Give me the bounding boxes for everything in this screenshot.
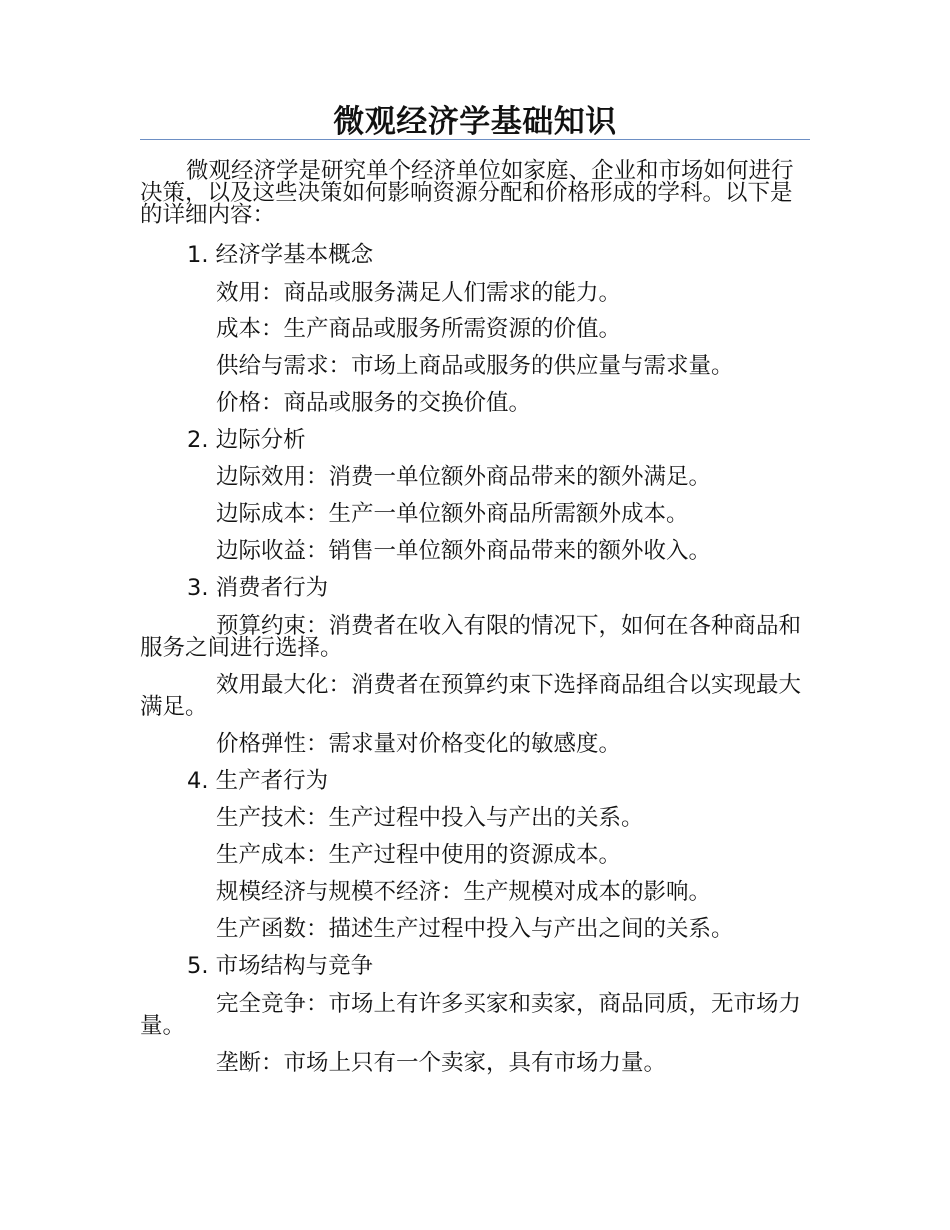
list-item: 规模经济与规模不经济：生产规模对成本的影响。: [216, 879, 712, 905]
section-heading-5: 5. 市场结构与竞争: [187, 953, 374, 979]
list-item: 生产成本：生产过程中使用的资源成本。: [216, 842, 622, 868]
list-item: 边际收益：销售一单位额外商品带来的额外收入。: [216, 538, 712, 564]
list-item: 预算约束：消费者在收入有限的情况下，如何在各种商品和服务之间进行选择。: [140, 613, 802, 661]
section-heading-1: 1. 经济学基本概念: [187, 242, 374, 268]
title-underline: [140, 139, 810, 140]
page-title: 微观经济学基础知识: [333, 104, 617, 140]
list-item: 生产函数：描述生产过程中投入与产出之间的关系。: [216, 916, 734, 942]
list-item: 完全竞争：市场上有许多买家和卖家，商品同质，无市场力量。: [140, 991, 802, 1039]
intro-paragraph: 微观经济学是研究单个经济单位如家庭、企业和市场如何进行决策，以及这些决策如何影响资源分配和价格形成的学科。以下是的详细内容：: [140, 158, 794, 228]
section-heading-2: 2. 边际分析: [187, 427, 306, 453]
list-item: 生产技术：生产过程中投入与产出的关系。: [216, 805, 644, 831]
list-item: 成本：生产商品或服务所需资源的价值。: [216, 316, 622, 342]
section-heading-3: 3. 消费者行为: [187, 575, 329, 601]
list-item: 价格：商品或服务的交换价值。: [216, 390, 532, 416]
list-item: 供给与需求：市场上商品或服务的供应量与需求量。: [216, 353, 734, 379]
list-item: 边际效用：消费一单位额外商品带来的额外满足。: [216, 464, 712, 490]
list-item: 效用：商品或服务满足人们需求的能力。: [216, 280, 622, 306]
list-item: 价格弹性：需求量对价格变化的敏感度。: [216, 731, 622, 757]
list-item: 效用最大化：消费者在预算约束下选择商品组合以实现最大满足。: [140, 672, 802, 720]
section-heading-4: 4. 生产者行为: [187, 768, 329, 794]
list-item: 垄断：市场上只有一个卖家，具有市场力量。: [216, 1050, 667, 1076]
list-item: 边际成本：生产一单位额外商品所需额外成本。: [216, 501, 689, 527]
